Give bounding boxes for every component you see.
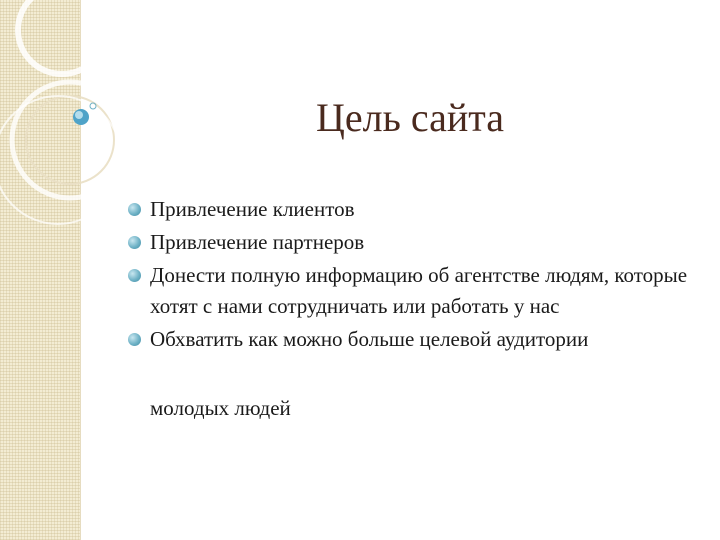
continuation-text: молодых людей bbox=[150, 396, 291, 420]
bullet-dot-icon bbox=[128, 333, 141, 346]
list-item bbox=[128, 194, 688, 225]
list-item-text: Донести полную информацию об агентстве людям, которые хотят с нами сотрудничать или работать у нас bbox=[150, 263, 688, 318]
bullet-list bbox=[128, 194, 688, 357]
list-item-text: Привлечение клиентов bbox=[150, 197, 355, 221]
bullet-dot-icon bbox=[128, 236, 141, 249]
list-item bbox=[128, 227, 688, 258]
list-item bbox=[128, 324, 688, 355]
list-item-text: Привлечение партнеров bbox=[150, 230, 365, 254]
bullet-dot-icon bbox=[128, 203, 141, 216]
list-item-text: Обхватить как можно больше целевой аудитории bbox=[150, 327, 589, 351]
decorative-arcs bbox=[0, 0, 140, 300]
slide-title: Цель сайта bbox=[316, 95, 504, 140]
list-item bbox=[128, 260, 688, 322]
bullet-dot-icon bbox=[128, 269, 141, 282]
